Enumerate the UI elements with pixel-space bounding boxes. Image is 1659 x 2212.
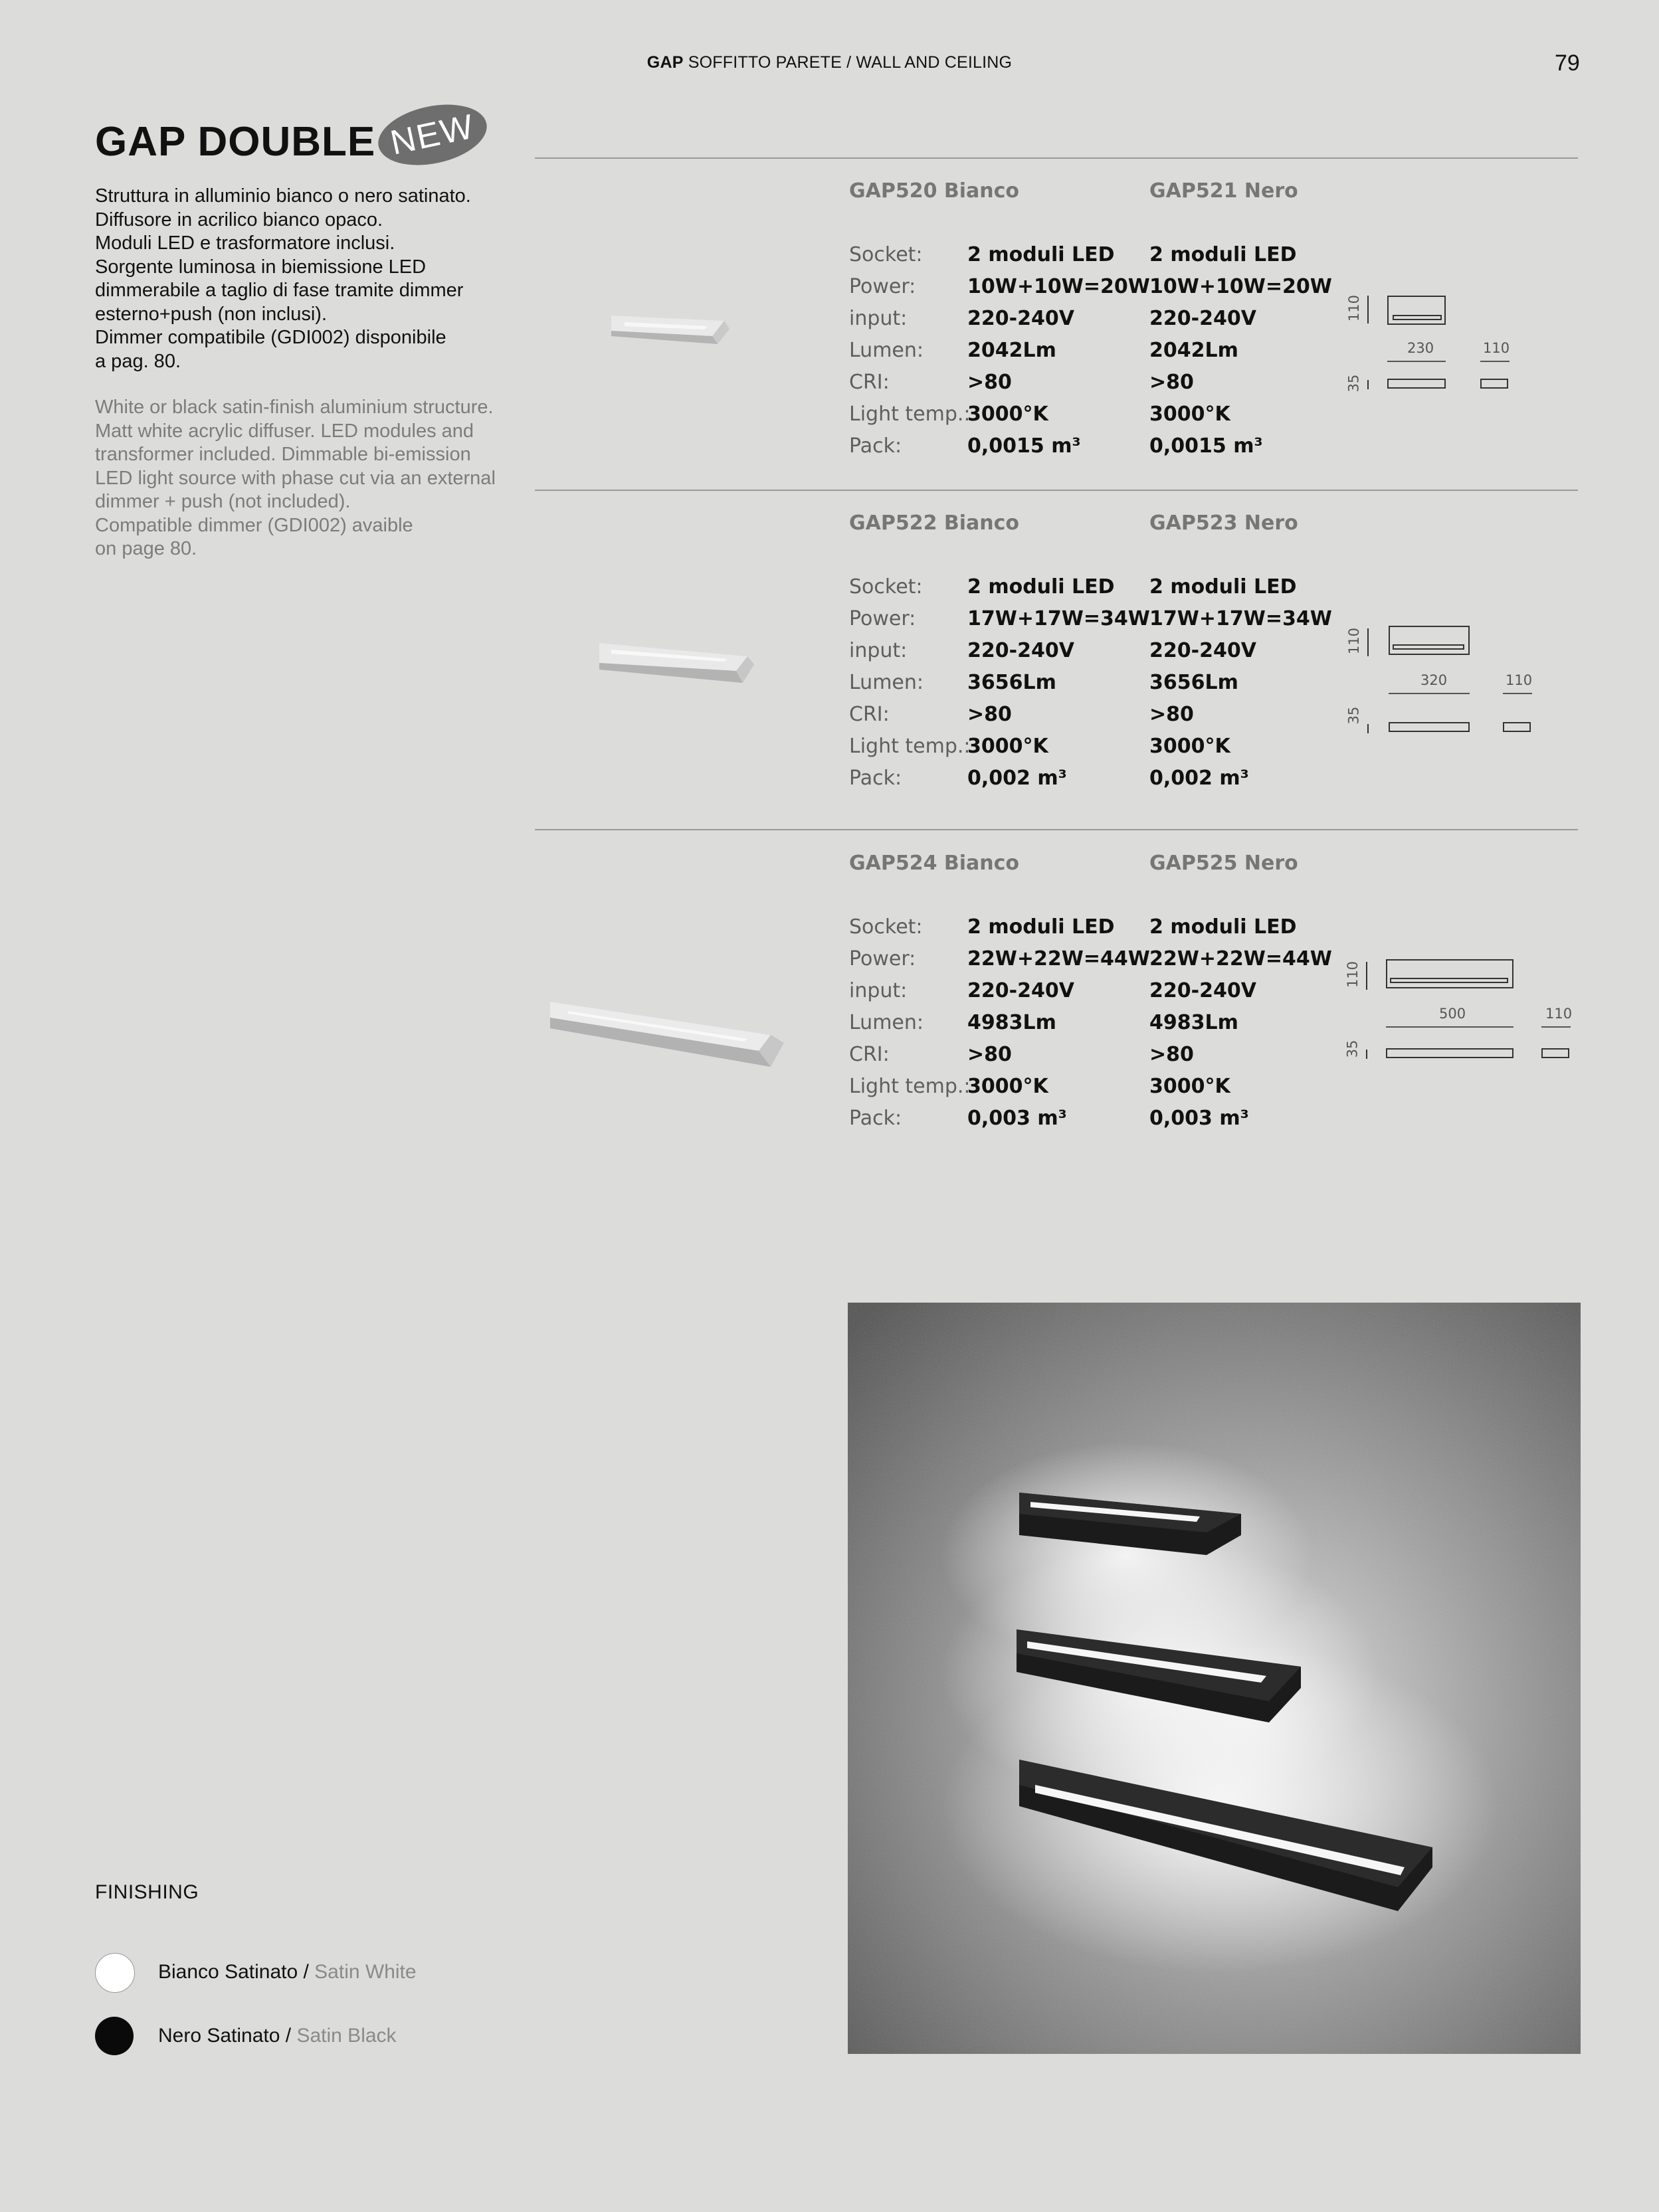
spec-label: input: [849, 979, 908, 1002]
desc-line: dimmer + push (not included). [95, 491, 351, 512]
swatch-satin-black [95, 2017, 134, 2055]
section-divider [535, 157, 1578, 159]
spec-values-white [967, 571, 1150, 794]
diffuser-drawing [1390, 978, 1508, 983]
desc-line: Compatible dimmer (GDI002) avaible [95, 514, 413, 536]
product-image-gap522 [591, 630, 764, 696]
product-code-black: GAP521 Nero [1149, 179, 1298, 203]
finish-it: Bianco Satinato [158, 1961, 298, 1983]
front-view-drawing [1387, 296, 1446, 325]
spec-value: 10W+10W=20W [1149, 275, 1332, 298]
desc-line: dimmerabile a taglio di fase tramite dimmer [95, 280, 464, 301]
finish-it: Nero Satinato [158, 2025, 280, 2047]
spec-value: 2042Lm [967, 339, 1056, 362]
spec-value: 2 moduli LED [1149, 575, 1297, 599]
spec-value: 4983Lm [967, 1011, 1056, 1034]
product-image-gap520 [598, 292, 744, 359]
desc-line: on page 80. [95, 538, 197, 559]
spec-value: 2 moduli LED [967, 915, 1115, 939]
spec-value: >80 [1149, 1043, 1194, 1066]
side-view-drawing [1386, 1048, 1513, 1058]
desc-line: Sorgente luminosa in biemissione LED [95, 256, 427, 278]
spec-value: 2 moduli LED [1149, 243, 1297, 266]
spec-label: Lumen: [849, 339, 924, 362]
spec-label: Power: [849, 607, 916, 630]
desc-line: Diffusore in acrilico bianco opaco. [95, 209, 383, 230]
front-view-drawing [1389, 626, 1470, 655]
desc-line: Struttura in alluminio bianco o nero satinato. [95, 185, 471, 207]
desc-line: Moduli LED e trasformatore inclusi. [95, 232, 395, 254]
dim-thickness: 35 [1344, 1040, 1361, 1058]
spec-value: 0,0015 m³ [1149, 434, 1263, 458]
spec-label: Pack: [849, 767, 902, 790]
finish-separator: / [280, 2025, 297, 2047]
spec-value: 0,002 m³ [967, 767, 1067, 790]
spec-labels [849, 239, 971, 462]
finish-en: Satin Black [296, 2025, 397, 2047]
product-code-black: GAP525 Nero [1149, 852, 1298, 875]
spec-value: >80 [967, 371, 1012, 394]
dim-length: 230 [1407, 340, 1434, 356]
running-header [0, 53, 1659, 72]
spec-label: Socket: [849, 243, 923, 266]
description-english [95, 396, 520, 561]
spec-value: 4983Lm [1149, 1011, 1238, 1034]
diffuser-drawing [1393, 315, 1442, 320]
spec-value: 3000°K [1149, 403, 1230, 426]
product-image-gap524 [545, 990, 791, 1076]
spec-value: 22W+22W=44W [967, 947, 1150, 970]
desc-line: transformer included. Dimmable bi-emission [95, 444, 471, 465]
finishing-title: FINISHING [95, 1881, 199, 1903]
spec-value: 3000°K [967, 1075, 1048, 1098]
spec-values-white [967, 239, 1150, 462]
product-title: GAP DOUBLE [95, 119, 376, 165]
desc-line: Dimmer compatibile (GDI002) disponibile [95, 327, 446, 348]
spec-value: 3000°K [1149, 1075, 1230, 1098]
section-divider [535, 829, 1578, 830]
spec-value: 2 moduli LED [1149, 915, 1297, 939]
product-code-black: GAP523 Nero [1149, 511, 1298, 535]
dim-line [1389, 693, 1470, 694]
spec-value: >80 [1149, 703, 1194, 726]
side-view-drawing [1387, 379, 1446, 389]
spec-labels [849, 911, 971, 1135]
spec-value: 2 moduli LED [967, 243, 1115, 266]
product-code-white: GAP524 Bianco [849, 852, 1020, 875]
desc-line: White or black satin-finish aluminium structure. [95, 397, 494, 418]
spec-label: CRI: [849, 1043, 890, 1066]
dim-length: 500 [1439, 1006, 1466, 1022]
desc-line: esterno+push (non inclusi). [95, 303, 328, 325]
dim-line [1366, 1050, 1367, 1059]
spec-value: 220-240V [967, 639, 1074, 662]
finish-en: Satin White [314, 1961, 417, 1983]
desc-line: a pag. 80. [95, 350, 181, 372]
spec-label: Pack: [849, 1107, 902, 1130]
dim-line [1367, 724, 1369, 733]
spec-value: 3000°K [967, 403, 1048, 426]
spec-label: Socket: [849, 915, 923, 939]
spec-value: 17W+17W=34W [1149, 607, 1332, 630]
dim-line [1386, 1026, 1513, 1028]
dim-depth: 110 [1545, 1006, 1573, 1022]
spec-value: 2042Lm [1149, 339, 1238, 362]
spec-label: Light temp.: [849, 1075, 971, 1098]
dim-line [1541, 1026, 1571, 1028]
spec-label: Power: [849, 275, 916, 298]
diffuser-drawing [1393, 644, 1464, 650]
spec-label: Light temp.: [849, 735, 971, 758]
spec-value: 22W+22W=44W [1149, 947, 1332, 970]
spec-label: input: [849, 639, 908, 662]
dim-line [1503, 693, 1532, 694]
spec-values-white [967, 911, 1150, 1135]
product-code-white: GAP522 Bianco [849, 511, 1020, 535]
dim-thickness: 35 [1345, 374, 1362, 393]
spec-value: 3000°K [1149, 735, 1230, 758]
spec-value: 220-240V [967, 307, 1074, 330]
spec-value: 17W+17W=34W [967, 607, 1150, 630]
spec-value: >80 [967, 1043, 1012, 1066]
spec-label: Pack: [849, 434, 902, 458]
spec-value: 3000°K [967, 735, 1048, 758]
page-number: 79 [1555, 50, 1580, 76]
dim-depth: 110 [1483, 340, 1510, 356]
end-view-drawing [1541, 1048, 1569, 1058]
dim-thickness: 35 [1345, 706, 1362, 725]
spec-values-black [1149, 911, 1332, 1135]
spec-label: CRI: [849, 703, 890, 726]
dim-line [1367, 296, 1369, 323]
wall-lamps-illustration [848, 1303, 1581, 2054]
dim-depth: 110 [1506, 672, 1533, 688]
spec-value: 220-240V [1149, 307, 1256, 330]
dim-height: 110 [1346, 627, 1363, 655]
dim-height: 110 [1346, 294, 1363, 322]
side-view-drawing [1389, 722, 1470, 732]
desc-line: LED light source with phase cut via an external [95, 467, 496, 489]
spec-value: 10W+10W=20W [967, 275, 1150, 298]
ambient-photo [848, 1303, 1581, 2054]
dim-line [1387, 361, 1446, 362]
dim-line [1366, 962, 1367, 990]
spec-labels [849, 571, 971, 794]
dim-height: 110 [1345, 961, 1361, 988]
spec-label: Power: [849, 947, 916, 970]
spec-value: 0,003 m³ [967, 1107, 1067, 1130]
header-brand: GAP [646, 53, 684, 72]
new-badge: NEW [373, 96, 492, 175]
header-section: SOFFITTO PARETE / WALL AND CEILING [688, 53, 1013, 72]
dim-line [1480, 361, 1510, 362]
spec-label: input: [849, 307, 908, 330]
finish-label-black [158, 2025, 397, 2047]
end-view-drawing [1480, 379, 1508, 389]
spec-value: 3656Lm [1149, 671, 1238, 694]
finish-separator: / [298, 1961, 315, 1983]
spec-value: 0,002 m³ [1149, 767, 1249, 790]
dim-line [1367, 380, 1369, 389]
spec-label: Lumen: [849, 1011, 924, 1034]
spec-value: 220-240V [1149, 979, 1256, 1002]
spec-value: >80 [1149, 371, 1194, 394]
spec-value: 220-240V [1149, 639, 1256, 662]
desc-line: Matt white acrylic diffuser. LED modules and [95, 420, 474, 442]
spec-value: 0,0015 m³ [967, 434, 1081, 458]
swatch-satin-white [95, 1953, 135, 1993]
spec-value: >80 [967, 703, 1012, 726]
spec-value: 0,003 m³ [1149, 1107, 1249, 1130]
dim-line [1367, 628, 1369, 656]
spec-label: Light temp.: [849, 403, 971, 426]
section-divider [535, 490, 1578, 491]
front-view-drawing [1386, 959, 1513, 988]
product-code-white: GAP520 Bianco [849, 179, 1020, 203]
dim-length: 320 [1420, 672, 1448, 688]
finish-label-white [158, 1961, 417, 1983]
end-view-drawing [1503, 722, 1531, 732]
spec-value: 220-240V [967, 979, 1074, 1002]
spec-label: CRI: [849, 371, 890, 394]
spec-values-black [1149, 571, 1332, 794]
spec-value: 2 moduli LED [967, 575, 1115, 599]
description-italian [95, 185, 507, 373]
spec-label: Socket: [849, 575, 923, 599]
spec-value: 3656Lm [967, 671, 1056, 694]
spec-label: Lumen: [849, 671, 924, 694]
spec-values-black [1149, 239, 1332, 462]
